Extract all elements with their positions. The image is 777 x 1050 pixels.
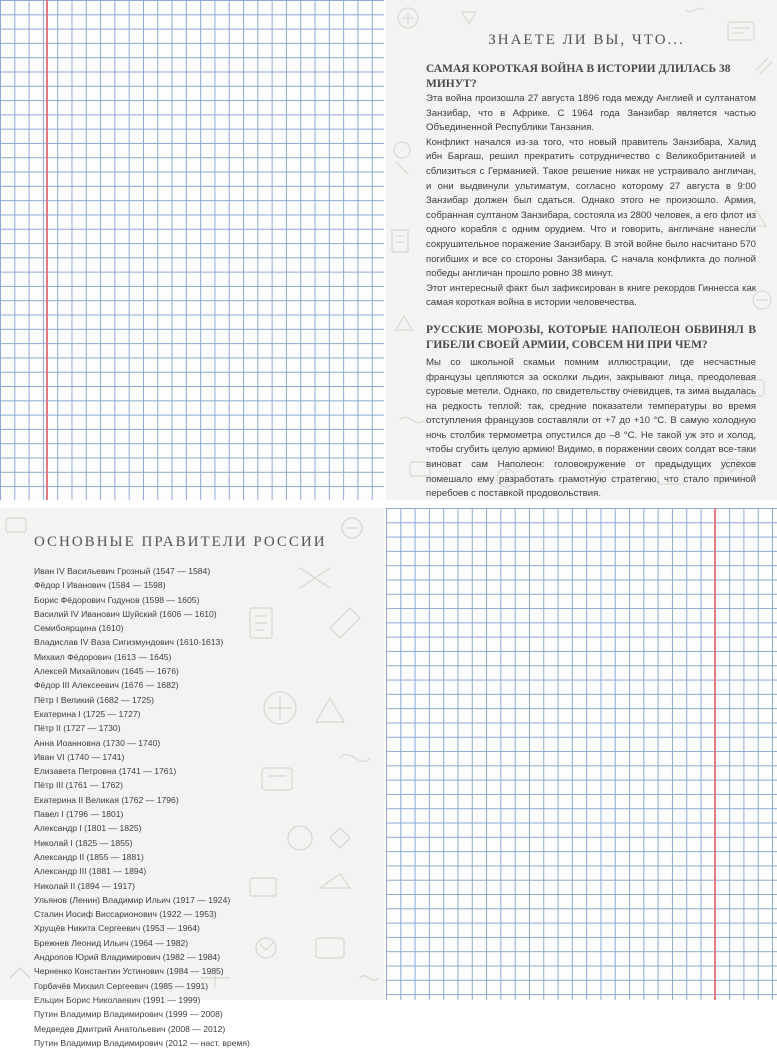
facts-content bbox=[426, 62, 756, 502]
ruler-item: Хрущёв Никита Сергеевич (1953 — 1964) bbox=[34, 923, 200, 934]
grid-page-bottom-right bbox=[386, 508, 777, 1000]
ruler-item: Михаил Фёдорович (1613 — 1645) bbox=[34, 651, 172, 662]
fact-paragraph: Конфликт начался из-за того, что новый правитель Занзибара, Халид ибн Баргаш, решил прекратить сотрудничество с Великобританией и сблизиться с Германией. Такое решение никак не устраивало англичан, и они выдвинули ультиматум, согласно которому 27 августа в 9:00 Занзибар должен был сдаться. Однако этого не произошло. Армия, собранная султаном Занзибара, состояла из 2800 человек, а его флот из одного корабля с одним орудием. Что и говорить, англичане нанесли сокрушительное поражение Занзибару. В этой войне было насчитано 570 погибших и все со стороны Занзибара. С начала конфликта до полной победы англичан прошло ровно 38 минут. bbox=[426, 136, 756, 280]
facts-page bbox=[386, 0, 777, 500]
rulers-list bbox=[34, 564, 364, 1050]
margin-line bbox=[714, 508, 716, 1000]
ruler-item: Александр II (1855 — 1881) bbox=[34, 851, 144, 862]
ruler-item: Фёдор I Иванович (1584 — 1598) bbox=[34, 580, 166, 591]
facts-title: ЗНАЕТЕ ЛИ ВЫ, ЧТО... bbox=[488, 32, 685, 48]
ruler-item: Иван VI (1740 — 1741) bbox=[34, 751, 125, 762]
ruler-item: Василий IV Иванович Шуйский (1606 — 1610) bbox=[34, 608, 217, 619]
ruler-item: Путин Владимир Владимирович (2012 — наст. время) bbox=[34, 1037, 250, 1048]
ruler-item: Алексей Михайлович (1645 — 1676) bbox=[34, 666, 179, 677]
ruler-item: Ульянов (Ленин) Владимир Ильич (1917 — 1924) bbox=[34, 894, 231, 905]
ruler-item: Сталин Иосиф Виссарионович (1922 — 1953) bbox=[34, 909, 217, 920]
ruler-item: Ельцин Борис Николаевич (1991 — 1999) bbox=[34, 994, 201, 1005]
ruler-item: Александр III (1881 — 1894) bbox=[34, 866, 147, 877]
ruler-item: Николай I (1825 — 1855) bbox=[34, 837, 133, 848]
ruler-item: Николай II (1894 — 1917) bbox=[34, 880, 135, 891]
ruler-item: Александр I (1801 — 1825) bbox=[34, 823, 142, 834]
rulers-title: ОСНОВНЫЕ ПРАВИТЕЛИ РОССИИ bbox=[34, 534, 327, 550]
ruler-item: Екатерина II Великая (1762 — 1796) bbox=[34, 794, 179, 805]
ruler-item: Иван IV Васильевич Грозный (1547 — 1584) bbox=[34, 566, 211, 576]
ruler-item: Фёдор III Алексеевич (1676 — 1682) bbox=[34, 680, 179, 691]
fact-section-1 bbox=[426, 62, 756, 311]
margin-line bbox=[46, 0, 48, 500]
ruler-item: Путин Владимир Владимирович (1999 — 2008) bbox=[34, 1009, 223, 1020]
fact-section-2 bbox=[426, 323, 756, 502]
ruler-item: Медведев Дмитрий Анатольевич (2008 — 2012) bbox=[34, 1023, 226, 1034]
ruler-item: Борис Фёдорович Годунов (1598 — 1605) bbox=[34, 594, 200, 605]
ruler-item: Семибоярщина (1610) bbox=[34, 623, 124, 634]
fact-paragraph: Мы со школьной скамьи помним иллюстрации, где несчастные французы цепляются за осколки льдин, закрывают лица, преодолевая суровые метели. Однако, по свидетельству очевидцев, та зима выдалась на редкость теплой: так, средние показатели температуры во время отступления французов составляли от +7 до +10 °С. В самую холодную ночь столбик термометра опустился до –8 °С. Не такой уж это и холод, чтобы сгубить целую армию! Видимо, в поражении своих солдат все-таки виноват сам Наполеон: головокружение от предыдущих успехов помешало ему разработать грамотную стратегию, что стало причиной перебоев с поставкой продовольствия. bbox=[426, 356, 756, 500]
ruler-item: Черненко Константин Устинович (1984 — 1985) bbox=[34, 966, 224, 977]
ruler-item: Горбачёв Михаил Сергеевич (1985 — 1991) bbox=[34, 980, 209, 991]
rulers-page bbox=[0, 508, 384, 1048]
fact-paragraph: Эта война произошла 27 августа 1896 года между Англией и султанатом Занзибар, что в Африке. С 1964 года Занзибар является частью Объединенной Республики Танзания. bbox=[426, 93, 756, 134]
ruler-item: Елизавета Петровна (1741 — 1761) bbox=[34, 766, 177, 777]
fact-heading: САМАЯ КОРОТКАЯ ВОЙНА В ИСТОРИИ ДЛИЛАСЬ 38 МИНУТ? bbox=[426, 63, 731, 90]
ruler-item: Владислав IV Ваза Сигизмундович (1610-1613) bbox=[34, 637, 224, 648]
ruler-item: Брежнев Леонид Ильич (1964 — 1982) bbox=[34, 937, 189, 948]
ruler-item: Пётр I Великий (1682 — 1725) bbox=[34, 694, 154, 705]
fact-heading: РУССКИЕ МОРОЗЫ, КОТОРЫЕ НАПОЛЕОН ОБВИНЯЛ В ГИБЕЛИ СВОЕЙ АРМИИ, СОВСЕМ НИ ПРИ ЧЕМ? bbox=[426, 323, 756, 351]
ruler-item: Екатерина I (1725 — 1727) bbox=[34, 708, 141, 719]
ruler-item: Андропов Юрий Владимирович (1982 — 1984) bbox=[34, 952, 221, 963]
grid-page-top-left bbox=[0, 0, 384, 500]
fact-paragraph: Этот интересный факт был зафиксирован в книге рекордов Гиннесса как самая короткая война в истории человечества. bbox=[426, 282, 756, 309]
ruler-item: Павел I (1796 — 1801) bbox=[34, 809, 124, 820]
ruler-item: Пётр II (1727 — 1730) bbox=[34, 723, 121, 734]
ruler-item: Анна Иоанновна (1730 — 1740) bbox=[34, 737, 161, 748]
ruler-item: Пётр III (1761 — 1762) bbox=[34, 780, 123, 791]
